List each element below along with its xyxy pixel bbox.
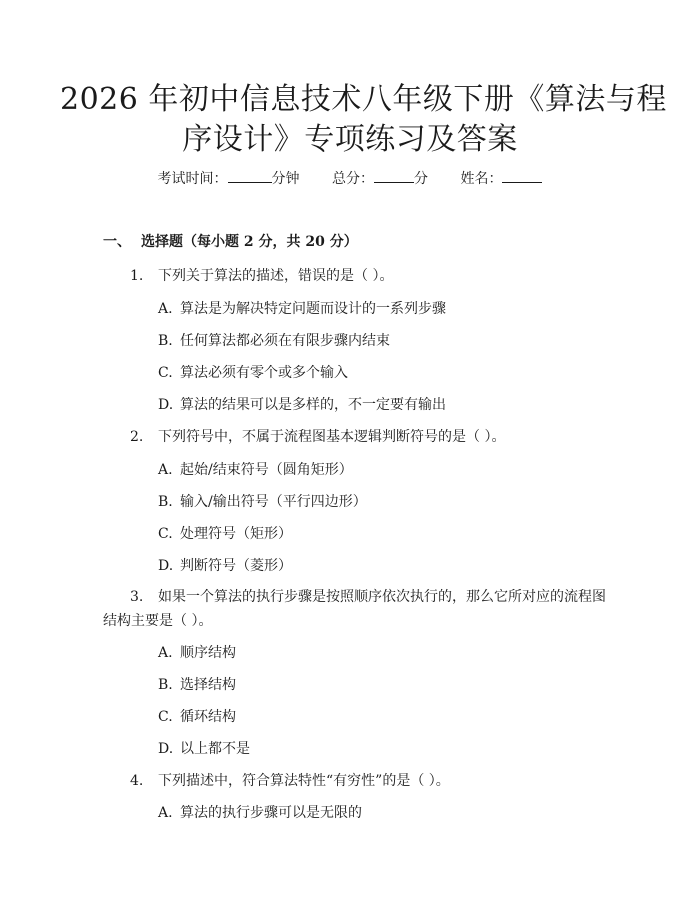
question-1 [130, 265, 393, 285]
option-letter: B. [158, 494, 173, 510]
section-title: 选择题（每小题 2 分，共 20 分） [141, 234, 358, 250]
question-2-option-c [158, 523, 292, 543]
question-1-option-c [158, 362, 348, 382]
total-score-label: 总分： [332, 171, 374, 187]
option-letter: C. [158, 526, 173, 542]
title-line-1: 2026 年初中信息技术八年级下册《算法与程 [60, 82, 667, 117]
option-letter: D. [158, 741, 174, 757]
section-heading [103, 231, 358, 251]
question-3-option-c [158, 706, 236, 726]
option-text: 输入/输出符号（平行四边形） [180, 494, 367, 510]
student-name-blank [502, 170, 542, 183]
question-1-option-b [158, 330, 390, 350]
question-3-option-a [158, 642, 236, 662]
question-number: 1. [130, 268, 144, 284]
question-3-option-b [158, 674, 236, 694]
option-letter: D. [158, 558, 174, 574]
question-1-option-d [158, 394, 446, 414]
exam-time-field [158, 168, 300, 188]
option-text: 循环结构 [180, 709, 236, 725]
question-3 [130, 586, 606, 606]
exam-time-blank [228, 170, 272, 183]
option-text: 选择结构 [180, 677, 236, 693]
question-text: 下列关于算法的描述，错误的是（ ）。 [158, 268, 394, 284]
question-text: 下列符号中，不属于流程图基本逻辑判断符号的是（ ）。 [158, 429, 506, 445]
question-1-option-a [158, 298, 446, 318]
option-letter: B. [158, 333, 173, 349]
option-text: 算法的结果可以是多样的，不一定要有输出 [180, 397, 446, 413]
total-score-field [332, 168, 428, 188]
exam-time-unit: 分钟 [271, 171, 300, 187]
document-title [60, 80, 667, 160]
question-text: 下列描述中，符合算法特性“有穷性”的是（ ）。 [158, 773, 450, 789]
option-letter: D. [158, 397, 174, 413]
question-3-option-d [158, 738, 250, 758]
question-2-option-d [158, 555, 292, 575]
option-text: 算法的执行步骤可以是无限的 [180, 805, 362, 821]
option-text: 算法是为解决特定问题而设计的一系列步骤 [180, 301, 446, 317]
exam-info-line [0, 168, 700, 188]
option-text: 任何算法都必须在有限步骤内结束 [180, 333, 390, 349]
option-text: 顺序结构 [180, 645, 236, 661]
option-letter: C. [158, 709, 173, 725]
question-number: 3. [130, 589, 144, 605]
option-text: 起始/结束符号（圆角矩形） [180, 462, 353, 478]
question-number: 4. [130, 773, 144, 789]
exam-time-label: 考试时间： [157, 171, 228, 187]
student-name-label: 姓名： [460, 171, 503, 187]
option-letter: C. [158, 365, 173, 381]
total-score-blank [374, 170, 414, 183]
question-3-continuation [103, 610, 212, 630]
question-4-option-a [158, 802, 362, 822]
option-letter: A. [158, 805, 173, 821]
question-2-option-b [158, 491, 367, 511]
question-text-line-1: 如果一个算法的执行步骤是按照顺序依次执行的，那么它所对应的流程图 [158, 589, 606, 605]
option-letter: A. [158, 645, 173, 661]
option-letter: A. [158, 301, 173, 317]
option-letter: A. [158, 462, 173, 478]
option-text: 算法必须有零个或多个输入 [180, 365, 348, 381]
question-4 [130, 770, 450, 790]
total-score-unit: 分 [414, 171, 428, 187]
section-number: 一、 [103, 234, 131, 250]
option-text: 以上都不是 [180, 741, 250, 757]
title-line-2: 序设计》专项练习及答案 [182, 122, 518, 157]
option-text: 判断符号（菱形） [180, 558, 292, 574]
option-text: 处理符号（矩形） [180, 526, 292, 542]
student-name-field [460, 168, 542, 188]
question-2 [130, 426, 505, 446]
question-text-line-2: 结构主要是（ ）。 [103, 613, 213, 629]
option-letter: B. [158, 677, 173, 693]
question-2-option-a [158, 459, 353, 479]
question-number: 2. [130, 429, 144, 445]
